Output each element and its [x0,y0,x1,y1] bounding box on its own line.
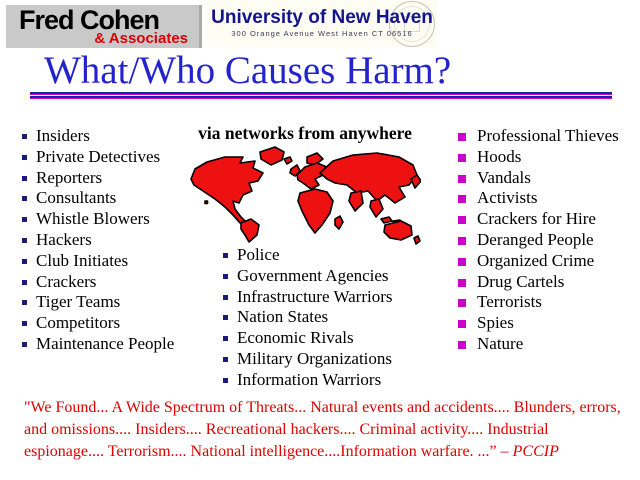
square-bullet-magenta-icon [458,341,466,349]
fred-cohen-logo [6,5,202,48]
list-item [458,313,638,334]
list-item-label: Hackers [36,229,92,249]
threat-list-center [223,245,437,391]
title-divider [30,92,612,100]
square-bullet-navy-icon [22,342,27,347]
list-item-label: Professional Thieves [477,126,619,145]
logo-subtitle: & Associates [94,30,188,47]
square-bullet-magenta-icon [458,154,466,162]
divider-line [30,92,612,95]
quote-text [24,397,632,463]
list-item-label: Organized Crime [477,250,595,270]
list-item [223,349,437,370]
list-item [223,287,437,308]
square-bullet-navy-icon [223,274,228,279]
list-item [458,334,638,355]
world-map [185,145,421,245]
list-item-label: Government Agencies [237,265,389,285]
square-bullet-navy-icon [22,217,27,222]
list-item [458,209,638,230]
university-address: 300 Orange Avenue West Haven CT 06516 [231,29,413,38]
square-bullet-magenta-icon [458,237,466,245]
square-bullet-navy-icon [22,259,27,264]
list-item-label: Tiger Teams [36,292,121,312]
list-item-label: Hoods [477,146,522,166]
list-item-label: Consultants [36,188,117,208]
square-bullet-navy-icon [22,196,27,201]
list-item-label: Infrastructure Warriors [237,286,393,306]
list-item-label: Drug Cartels [477,271,565,291]
list-item [22,334,218,355]
square-bullet-navy-icon [22,176,27,181]
square-bullet-navy-icon [22,321,27,326]
logo-name: Fred Cohen [19,5,160,35]
list-item-label: Whistle Blowers [36,209,150,229]
threat-list-right [458,126,638,355]
square-bullet-magenta-icon [458,258,466,266]
square-bullet-navy-icon [223,253,228,258]
list-item [223,328,437,349]
list-item-label: Insiders [36,126,90,145]
divider-line [30,96,612,99]
list-item-label: Competitors [36,313,121,333]
square-bullet-navy-icon [223,378,228,383]
list-item-label: Private Detectives [36,146,161,166]
university-logo [207,0,437,47]
list-item [22,251,218,272]
list-item [458,272,638,293]
list-item [458,230,638,251]
square-bullet-magenta-icon [458,216,466,224]
list-item-label: Military Organizations [237,348,393,368]
square-bullet-magenta-icon [458,133,466,141]
list-item [458,126,638,147]
page-title: What/Who Causes Harm? [44,49,452,92]
list-item [458,188,638,209]
list-item [458,147,638,168]
square-bullet-navy-icon [22,238,27,243]
list-item [223,370,437,391]
list-item [458,168,638,189]
quote-body: "We Found... A Wide Spectrum of Threats... Natural events and accidents.... Blunders, errors, and omissions.... Insiders.... Recreational hackers.... Criminal activity.... Industrial espionage.... Terrorism.... National intelligence....Information warfare. ...” – [24,399,621,460]
list-item-label: Activists [477,188,538,208]
list-item [223,307,437,328]
list-item-label: Reporters [36,167,103,187]
university-name: University of New Haven [211,7,433,28]
map-caption: via networks from anywhere [198,123,412,143]
list-item-label: Terrorists [477,292,542,312]
list-item [22,313,218,334]
list-item [22,292,218,313]
square-bullet-navy-icon [223,295,228,300]
list-item-label: Spies [477,313,514,333]
list-item-label: Crackers for Hire [477,209,596,229]
list-item-label: Nation States [237,307,329,327]
list-item [22,272,218,293]
square-bullet-magenta-icon [458,320,466,328]
square-bullet-magenta-icon [458,175,466,183]
square-bullet-navy-icon [22,300,27,305]
square-bullet-magenta-icon [458,279,466,287]
list-item-label: Club Initiates [36,250,129,270]
list-item [458,251,638,272]
square-bullet-navy-icon [22,155,27,160]
list-item [223,266,437,287]
list-item-label: Crackers [36,271,97,291]
list-item [223,245,437,266]
square-bullet-navy-icon [223,336,228,341]
square-bullet-magenta-icon [458,195,466,203]
square-bullet-magenta-icon [458,299,466,307]
list-item-label: Nature [477,333,524,353]
list-item-label: Vandals [477,167,531,187]
list-item-label: Maintenance People [36,333,175,353]
square-bullet-navy-icon [223,315,228,320]
world-map-icon [185,145,421,245]
quote-attribution: PCCIP [512,443,559,460]
square-bullet-navy-icon [223,357,228,362]
square-bullet-navy-icon [22,134,27,139]
list-item [458,292,638,313]
list-item-label: Economic Rivals [237,328,354,348]
list-item-label: Deranged People [477,229,594,249]
list-item-label: Police [237,245,280,264]
square-bullet-navy-icon [22,280,27,285]
list-item-label: Information Warriors [237,369,382,389]
